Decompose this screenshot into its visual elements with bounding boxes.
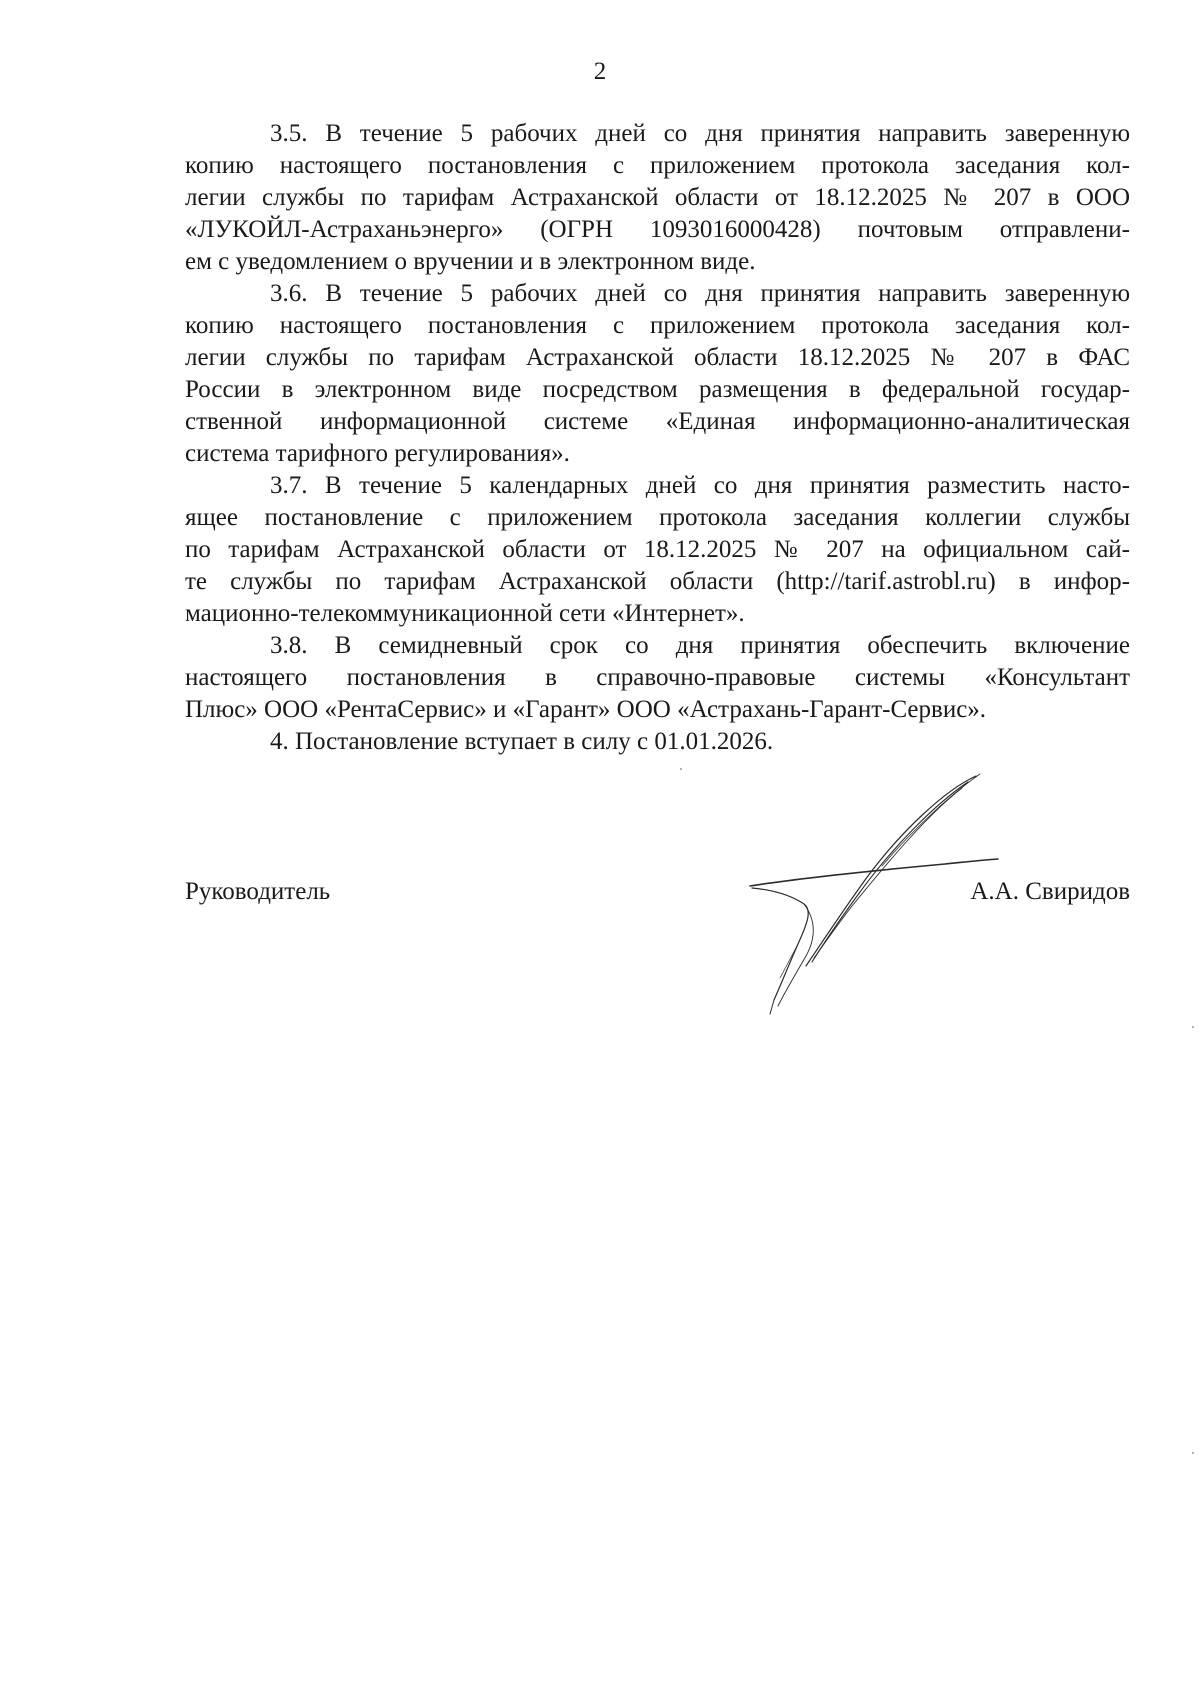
paragraph-line: настоящего постановления в справочно-правовые системы «Консультант: [185, 664, 1130, 691]
paragraph-line: 3.8. В семидневный срок со дня принятия обеспечить включение: [270, 632, 1130, 659]
paragraph-line: 3.7. В течение 5 календарных дней со дня принятия разместить насто-: [270, 472, 1130, 499]
paragraph-line: по тарифам Астраханской области от 18.12.2025 № 207 на официальном сай-: [185, 536, 1130, 563]
paragraph-line: 4. Постановление вступает в силу с 01.01.2026.: [270, 728, 774, 755]
signatory-name: А.А. Свиридов: [970, 878, 1130, 905]
paragraph-line: 3.6. В течение 5 рабочих дней со дня принятия направить заверенную: [270, 280, 1130, 307]
paragraph-3-5: [185, 118, 1130, 278]
paragraph-3-8: [185, 630, 1130, 726]
paragraph-3-6: [185, 278, 1130, 470]
scan-speck: [1192, 1452, 1194, 1454]
paragraph-line: копию настоящего постановления с приложением протокола заседания кол-: [185, 152, 1130, 179]
scan-speck: [1192, 1026, 1194, 1028]
paragraph-line: России в электронном виде посредством размещения в федеральной государ-: [185, 376, 1130, 403]
paragraph-line: ственной информационной системе «Единая информационно-аналитическая: [185, 408, 1130, 435]
paragraph-line: легии службы по тарифам Астраханской области 18.12.2025 № 207 в ФАС: [185, 344, 1130, 371]
handwritten-signature: [740, 770, 1010, 1030]
paragraph-3-7: [185, 470, 1130, 630]
paragraph-line: «ЛУКОЙЛ-Астраханьэнерго» (ОГРН 1093016000428) почтовым отправлени-: [185, 216, 1130, 243]
paragraph-line: ящее постановление с приложением протокола заседания коллегии службы: [185, 504, 1130, 531]
paragraph-line: ем с уведомлением о вручении и в электронном виде.: [185, 248, 756, 275]
paragraph-line: легии службы по тарифам Астраханской области от 18.12.2025 № 207 в ООО: [185, 184, 1130, 211]
paragraph-line: те службы по тарифам Астраханской области (http://tarif.astrobl.ru) в инфор-: [185, 568, 1130, 595]
paragraph-line: копию настоящего постановления с приложением протокола заседания кол-: [185, 312, 1130, 339]
paragraph-line: система тарифного регулирования».: [185, 440, 570, 467]
scan-speck: [680, 768, 682, 770]
paragraph-line: Плюс» ООО «РентаСервис» и «Гарант» ООО «Астрахань-Гарант-Сервис».: [185, 696, 987, 723]
document-body: [185, 118, 1130, 758]
signatory-title: Руководитель: [185, 878, 331, 905]
paragraph-4: [185, 726, 1130, 758]
page-number: 2: [593, 58, 607, 85]
paragraph-line: мационно-телекоммуникационной сети «Интернет».: [185, 600, 745, 627]
paragraph-line: 3.5. В течение 5 рабочих дней со дня принятия направить заверенную: [270, 120, 1130, 147]
